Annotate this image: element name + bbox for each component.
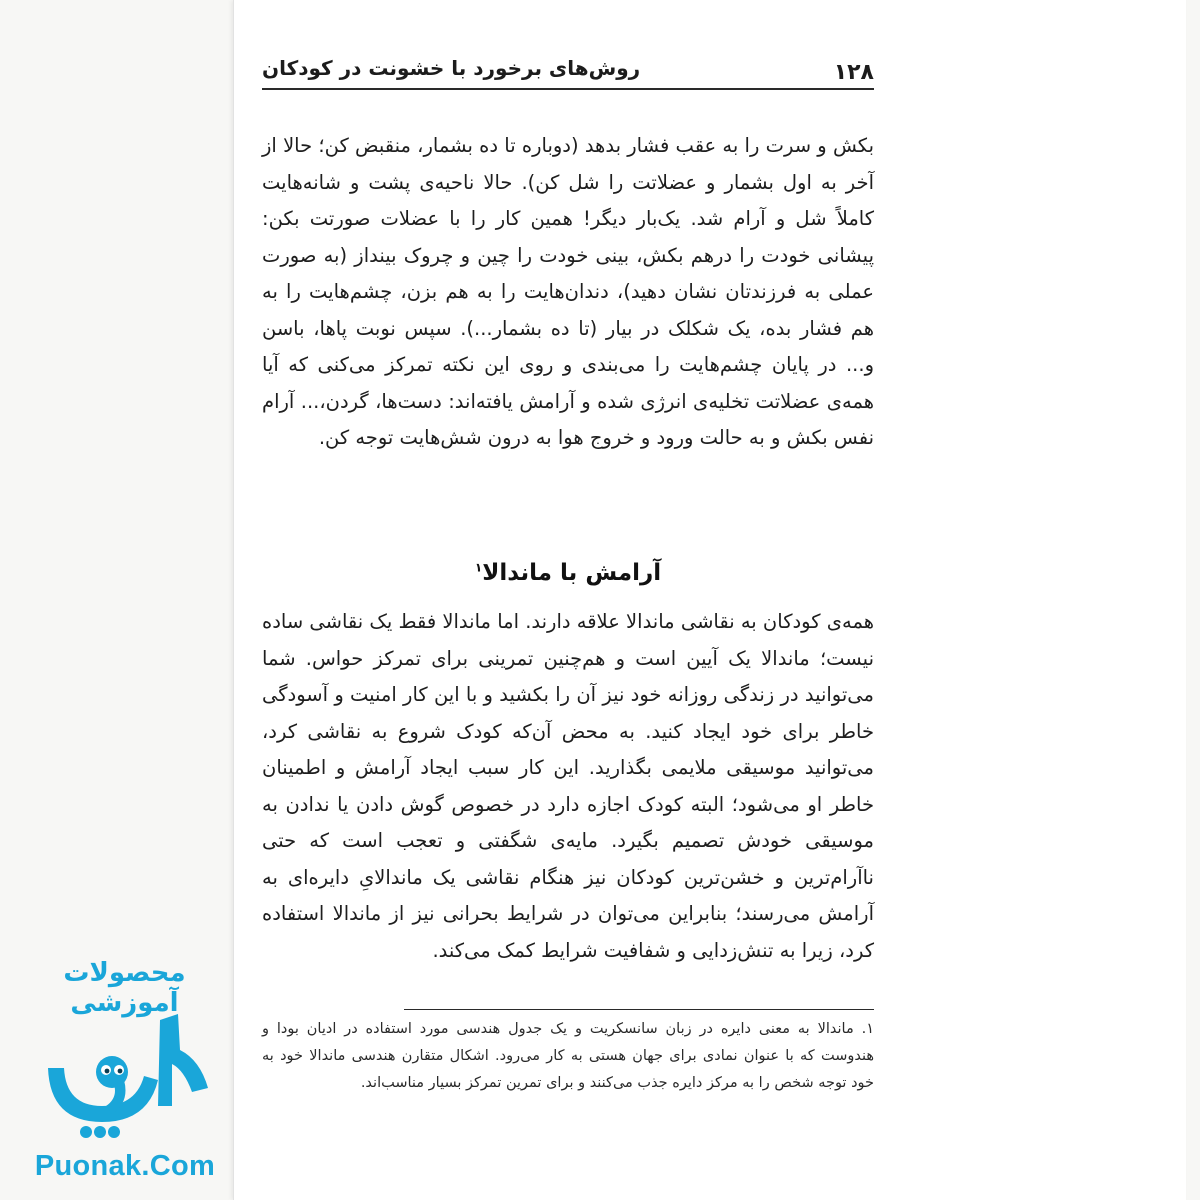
brand-tagline: محصولات آموزشی — [63, 958, 186, 1018]
footnote-divider — [404, 1009, 874, 1010]
running-header — [262, 38, 874, 88]
footnote-marker: ۱ — [474, 560, 483, 575]
page-number: ۱۲۸ — [833, 60, 874, 85]
header-divider — [262, 88, 874, 90]
body-paragraph-1: بکش و سرت را به عقب فشار بدهد (دوباره تا ده بشمار، منقبض کن؛ حالا از آخر به اول بشمار و عضلاتت را شل کن). حالا ناحیه‌ی پشت و شانه‌هایت کاملاً شل و آرام شد. یک‌بار دیگر! همین کار را با عضلات صورتت بکن: پیشانی خودت را درهم بکش، بینی خودت را چین و چروک بینداز (به صورت عملی به فرزندتان نشان دهید)، دندان‌هایت را به هم بزن، چشم‌هایت را به هم فشار بده، یک شکلک در بیار (تا ده بشمار...). سپس نوبت پاها، باسن و... در پایان چشم‌هایت را می‌بندی و روی این نکته تمرکز می‌کنی که آیا همه‌ی عضلاتت تخلیه‌ی انرژی شده و آرامش یافته‌اند: دست‌ها، گردن،... آرام نفس بکش و به حالت ورود و خروج هوا به درون شش‌هایت توجه کن. — [262, 134, 874, 449]
section-heading-text: آرامش با ماندالا — [482, 560, 662, 586]
footnote: ۱. ماندالا به معنی دایره در زبان سانسکریت و یک جدول هندسی مورد استفاده در ادیان بودا و هندوست که با عنوان نمادی برای جهان هستی به کار می‌رود. اشکال متقارن هندسی ماندالا خود به خود توجه شخص را به مرکز دایره جذب می‌کنند و برای تمرین تمرکز بسیار مناسب‌اند. — [262, 1021, 874, 1091]
puonak-logo — [40, 1010, 215, 1140]
section-heading — [262, 560, 874, 586]
running-header-title: روش‌های برخورد با خشونت در کودکان — [262, 56, 641, 80]
brand-url: Puonak.Com — [34, 1150, 216, 1182]
body-paragraph-2: همه‌ی کودکان به نقاشی ماندالا علاقه دارند. اما ماندالا فقط یک نقاشی ساده نیست؛ ماندالا یک آیین است و هم‌چنین تمرینی برای تمرکز حواس. شما می‌توانید در زندگی روزانه خود نیز آن را بکشید و با این کار امنیت و آسودگی خاطر برای خود ایجاد کنید. به محض آن‌که کودک شروع به نقاشی کرد، می‌توانید موسیقی ملایمی بگذارید. این کار سبب ایجاد آرامش و اطمینان خاطر او می‌شود؛ البته کودک اجازه دارد در خصوص گوش دادن یا ندادن به موسیقی خودش تصمیم بگیرد. مایه‌ی شگفتی و تعجب است که حتی ناآرام‌ترین و خشن‌ترین کودکان نیز هنگام نقاشی یک ماندالایِ دایره‌ای به آرامش می‌رسند؛ بنابراین می‌توان در شرایط بحرانی نیز از ماندالا استفاده کرد، زیرا به تنش‌زدایی و شفافیت شرایط کمک می‌کند. — [262, 610, 874, 962]
